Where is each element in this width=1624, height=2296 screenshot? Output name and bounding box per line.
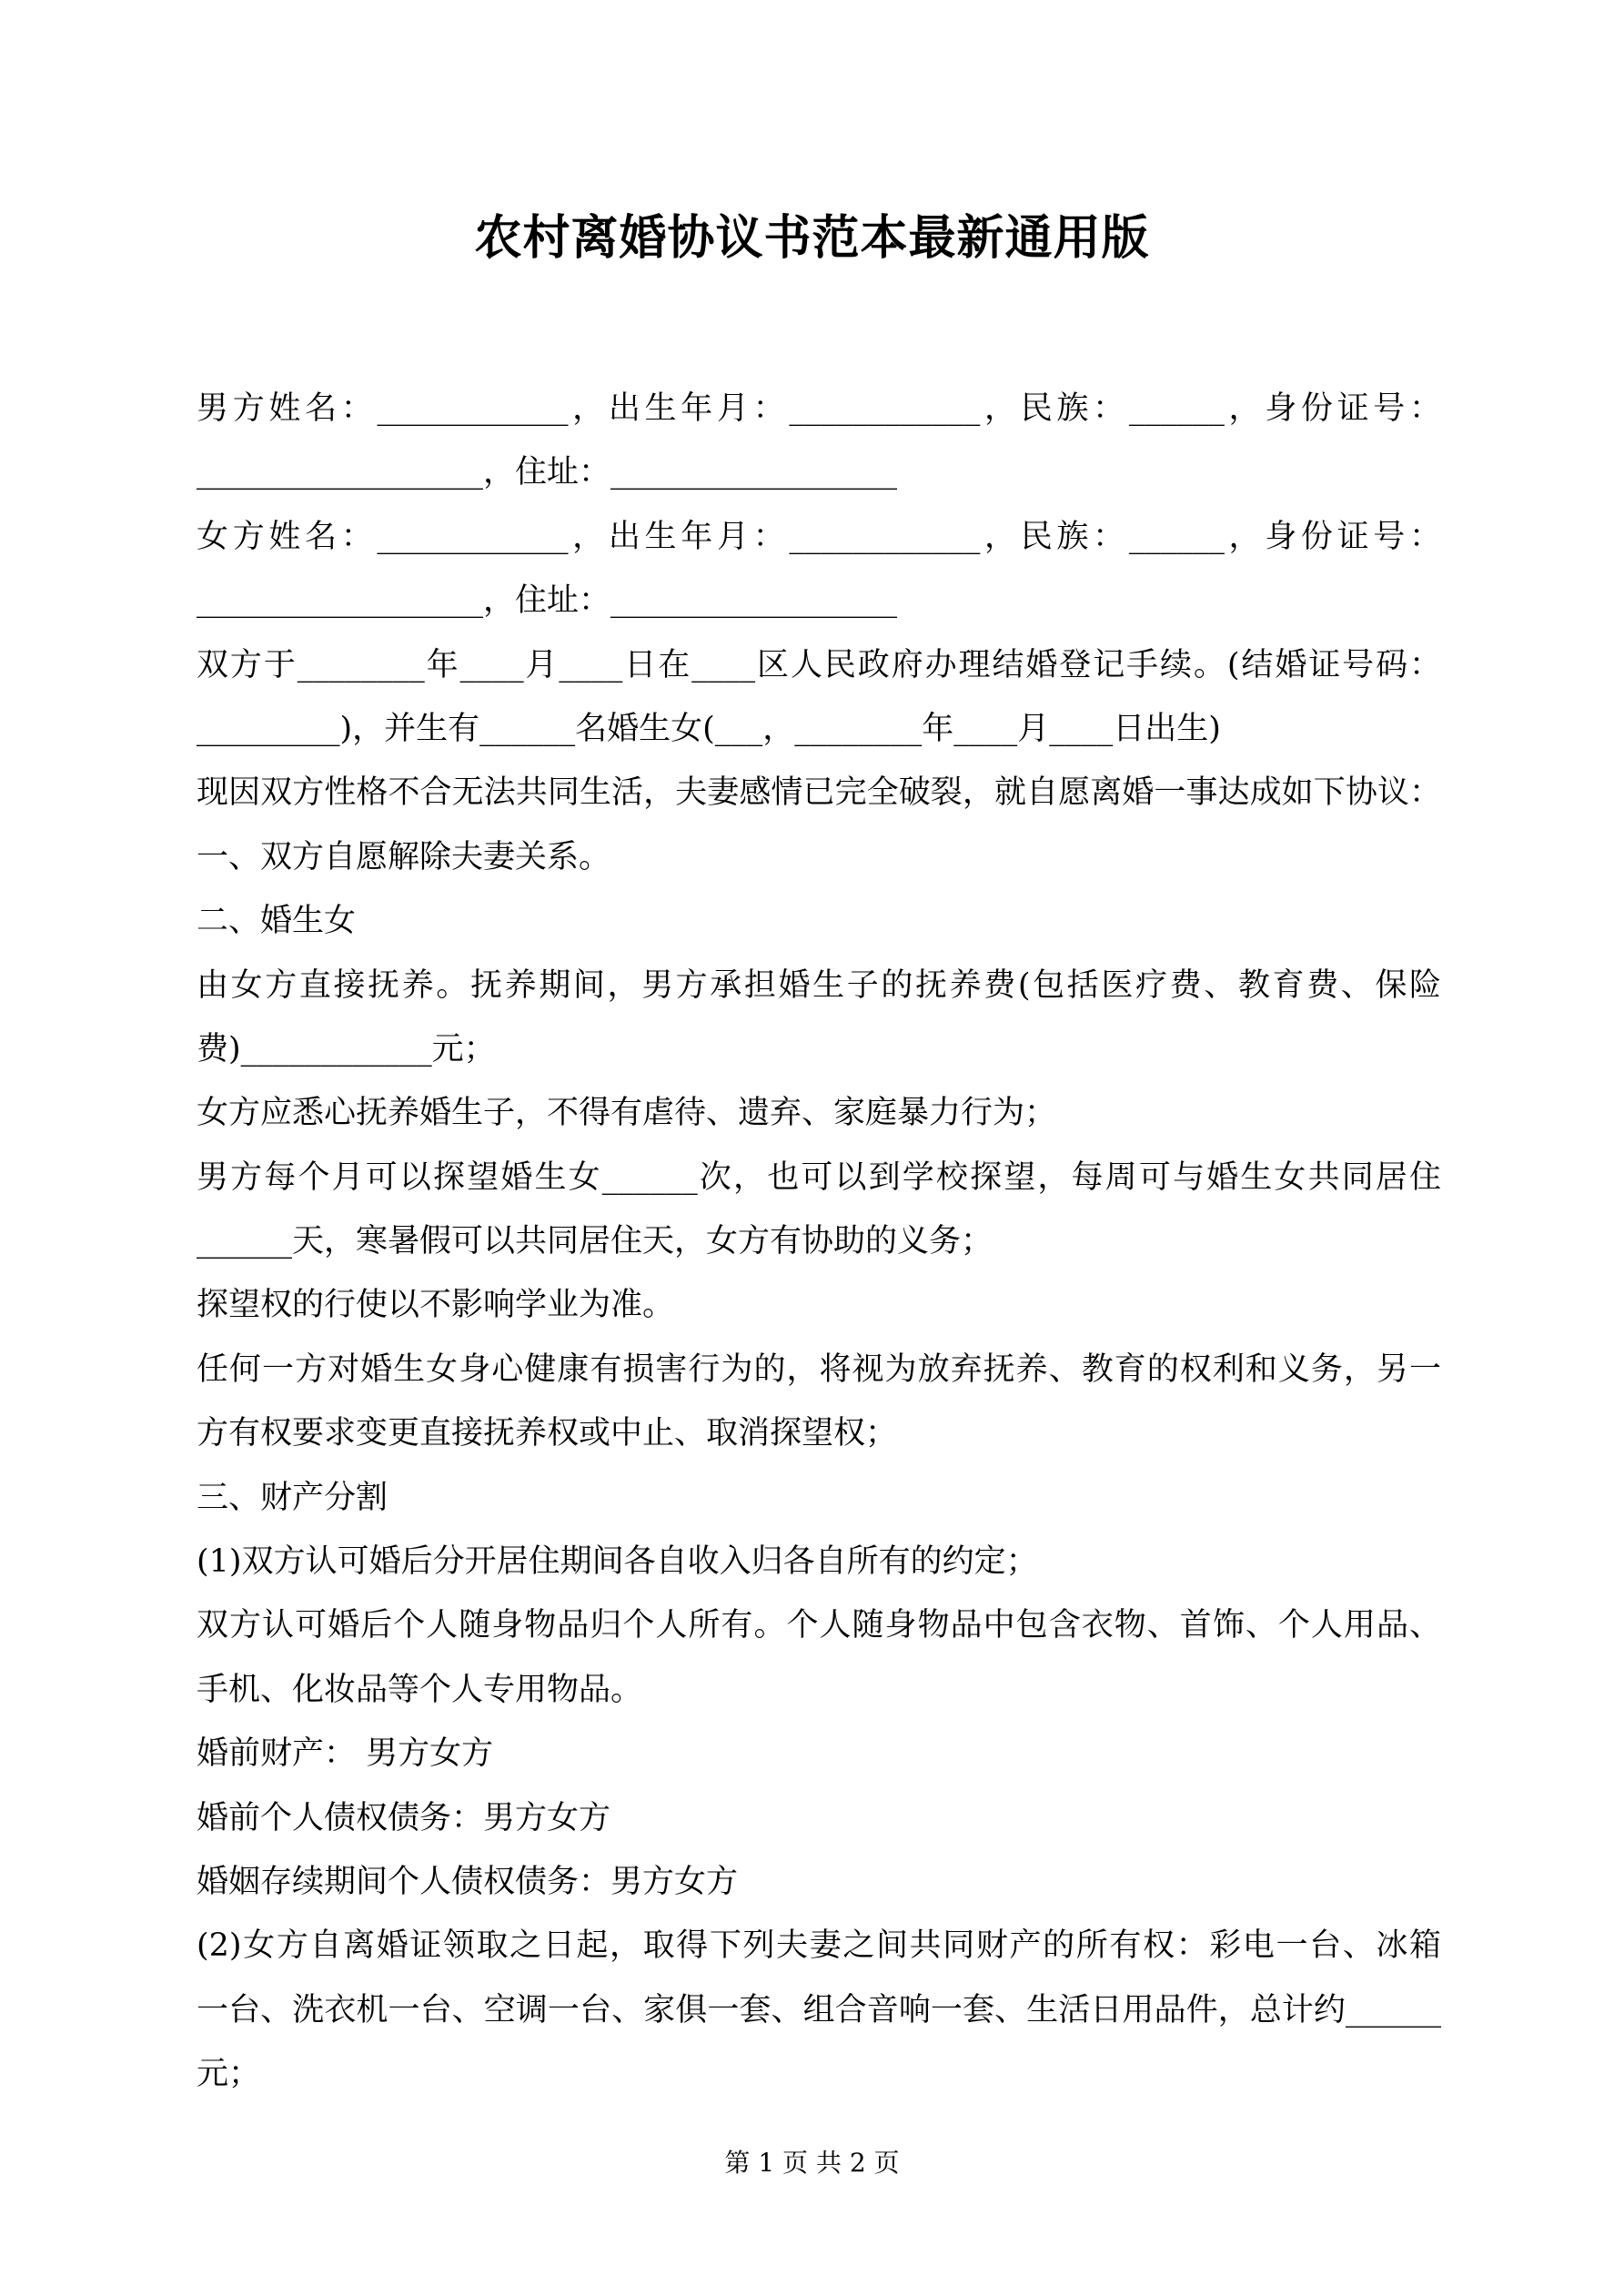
paragraph-line: 男方姓名：____________，出生年月：____________，民族：______，身份证号： [197, 390, 1441, 427]
paragraph-line: 一、双方自愿解除夫妻关系。 [197, 838, 611, 875]
paragraph-line: 现因双方性格不合无法共同生活，夫妻感情已完全破裂，就自愿离婚一事达成如下协议： [197, 774, 1441, 812]
paragraph-line: 由女方直接抚养。抚养期间，男方承担婚生子的抚养费(包括医疗费、教育费、保险 [197, 966, 1441, 1004]
paragraph-line: ______天，寒暑假可以共同居住天，女方有协助的义务； [197, 1223, 994, 1260]
paragraph-line: 女方姓名：____________，出生年月：____________，民族：______，身份证号： [197, 518, 1441, 555]
paragraph-line: 婚前个人债权债务：男方女方 [197, 1799, 611, 1836]
page-number: 第 1 页 共 2 页 [724, 2148, 900, 2178]
document-body [197, 377, 1441, 2107]
paragraph-line: __________________，住址：__________________ [197, 582, 898, 620]
paragraph-line: 三、财产分割 [197, 1479, 388, 1516]
paragraph-line: 探望权的行使以不影响学业为准。 [197, 1287, 675, 1324]
paragraph-line: 二、婚生女 [197, 903, 357, 940]
paragraph-line: 婚前财产： 男方女方 [197, 1735, 494, 1773]
paragraph-line: 方有权要求变更直接抚养权或中止、取消探望权； [197, 1415, 898, 1452]
paragraph-line: 费)____________元； [197, 1030, 496, 1067]
paragraph-line: 双方于________年____月____日在____区人民政府办理结婚登记手续。(结婚证号码： [197, 646, 1441, 683]
paragraph-line: 婚姻存续期间个人债权债务：男方女方 [197, 1863, 739, 1900]
paragraph-line: (2)女方自离婚证领取之日起，取得下列夫妻之间共同财产的所有权：彩电一台、冰箱 [197, 1927, 1441, 1965]
paragraph-line: (1)双方认可婚后分开居住期间各自收入归各自所有的约定； [197, 1543, 1038, 1581]
paragraph-line: 元； [197, 2056, 261, 2093]
paragraph-line: 男方每个月可以探望婚生女______次，也可以到学校探望，每周可与婚生女共同居住 [197, 1158, 1441, 1196]
document-title: 农村离婚协议书范本最新通用版 [474, 210, 1150, 266]
paragraph-line: 女方应悉心抚养婚生子，不得有虐待、遗弃、家庭暴力行为； [197, 1095, 1057, 1132]
paragraph-line: _________)，并生有______名婚生女(___，________年____月____日出生) [197, 710, 1221, 747]
paragraph-line: 一台、洗衣机一台、空调一台、家俱一套、组合音响一套、生活日用品件，总计约______ [197, 1991, 1441, 2028]
paragraph-line: 手机、化妆品等个人专用物品。 [197, 1671, 643, 1708]
paragraph-line: 双方认可婚后个人随身物品归个人所有。个人随身物品中包含衣物、首饰、个人用品、 [197, 1607, 1441, 1644]
paragraph-line: __________________，住址：__________________ [197, 454, 898, 491]
paragraph-line: 任何一方对婚生女身心健康有损害行为的，将视为放弃抚养、教育的权利和义务，另一 [197, 1350, 1441, 1388]
